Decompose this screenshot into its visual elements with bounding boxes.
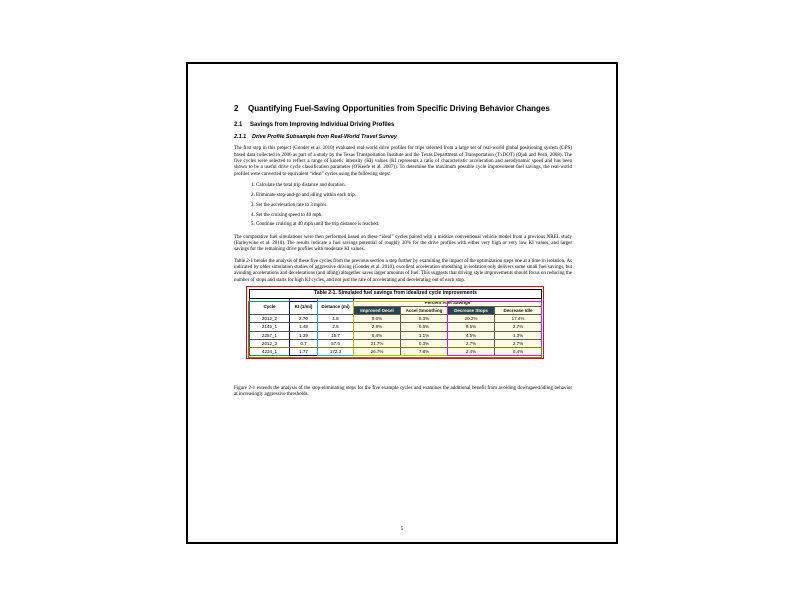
table-cell: 2.7% <box>495 323 542 331</box>
column-header-decrease-idle: Decrease Idle <box>495 307 542 315</box>
table-cell: 4.5% <box>448 331 495 339</box>
page-content <box>234 104 572 404</box>
section-number: 2 <box>234 104 239 113</box>
subsubsection-heading <box>234 134 572 141</box>
body-paragraph-3: Table 2-1 breaks the analysis of these five cycles from the previous section a step further by examining the impact of the optimization steps one at a time in isolation. As indicated by older simulation studies of aggressive driving (Gonder et al. 2010), excellent acceleration smoothing in isolation only delivers some small fuel savings, but avoiding accelerations and decelerations (and idling) altogether saves larger amounts of fuel. This suggests that driving style improvements should focus on reducing the number of stops and starts for high KI cycles, and not just the rate of accelerating and decelerating out of each stop. <box>234 258 572 283</box>
table-cell: 1.3% <box>495 331 542 339</box>
list-item: 2. Eliminate stop-and-go and idling within each trip. <box>256 193 572 199</box>
table-cell: 26.7% <box>354 347 401 355</box>
table-cell: 2.7% <box>448 339 495 347</box>
table-cell: 0.3% <box>401 315 448 323</box>
fuel-savings-table-wrapper <box>249 289 541 356</box>
table-cell: 1.48 <box>290 323 318 331</box>
section-heading <box>234 104 572 114</box>
column-header-decrease-stops: Decrease Stops <box>448 307 495 315</box>
table-cell: 1.8 <box>318 315 354 323</box>
table-cell: 21.7% <box>354 339 401 347</box>
table-cell: 4234_1 <box>250 347 290 355</box>
table-cell: 20.2% <box>448 315 495 323</box>
table-cell: 7.8% <box>401 347 448 355</box>
table-cell: 2012_2 <box>250 315 290 323</box>
table-row <box>250 331 542 339</box>
body-paragraph-2: The comparative fuel simulations were then performed based on these “ideal” cycles paired with a midsize conventional vehicle model from a previous NREL study (Earleywine et al. 2010). The results indicate a fuel savings potential of roughly 30% for the drive profiles with either very high or very low KI values, and larger savings for the remaining drive profiles with moderate KI values. <box>234 234 572 253</box>
table-cell: 15.7 <box>318 331 354 339</box>
table-row <box>250 347 542 355</box>
table-cell: 1.77 <box>290 347 318 355</box>
table-cell: 57.6 <box>318 339 354 347</box>
list-item: 1. Calculate the total trip distance and duration. <box>256 183 572 189</box>
table-cell: 2.7% <box>495 339 542 347</box>
idealization-steps-list <box>234 183 572 229</box>
list-item: 5. Continue cruising at 40 mph until the trip distance is reached. <box>256 222 572 228</box>
table-cell: 0.3% <box>401 339 448 347</box>
list-item: 3. Set the acceleration rate to 3 mph/s. <box>256 203 572 209</box>
table-cell: 17.4% <box>495 315 542 323</box>
table-caption: Table 2-1. Simulated fuel savings from idealized cycle improvements <box>250 290 542 299</box>
table-header-row-group <box>250 298 542 306</box>
column-header-group-savings: Percent Fuel Savings <box>354 298 542 306</box>
subsubsection-number: 2.1.1 <box>234 134 247 141</box>
body-paragraph-4: Figure 2-1 extends the analysis of the stop-eliminating steps for the five example cycles and examines the additional benefit from avoiding downspeed/idling behavior at increasingly aggressive thresholds. <box>234 386 572 398</box>
section-title: Quantifying Fuel-Saving Opportunities from Specific Driving Behavior Changes <box>248 104 550 113</box>
table-cell: 2012_3 <box>250 339 290 347</box>
table-row <box>250 315 542 323</box>
table-cell: 2.6 <box>318 323 354 331</box>
table-cell: 172.3 <box>318 347 354 355</box>
subsection-number: 2.1 <box>234 122 243 129</box>
table-cell: 6.4% <box>354 331 401 339</box>
table-cell: 0.4% <box>495 347 542 355</box>
subsection-title: Savings from Improving Individual Driving Profiles <box>250 122 395 129</box>
fuel-savings-table <box>249 289 542 356</box>
table-cell: 9.5% <box>448 323 495 331</box>
table-cell: 0.5% <box>401 323 448 331</box>
list-item: 4. Set the cruising speed to 40 mph. <box>256 213 572 219</box>
table-cell: 2257_1 <box>250 331 290 339</box>
table-cell: 2.4% <box>448 347 495 355</box>
table-cell: 1.39 <box>290 331 318 339</box>
body-paragraph-1: The first step in this project (Gonder et al. 2010) evaluated real-world drive profiles for trips selected from a large set of real-world global positioning system (GPS) based data collected in 2006 as part of a study by the Texas Transportation Institute and the Texas Department of Transportation (TxDOT) (Ojah and Pesti, 2008). The five cycles were selected to reflect a range of kinetic intensity (KI) values (KI represents a ratio of characteristic acceleration and aerodynamic speed and has been shown to be a useful drive cycle classification parameter (O'Keefe et al. 2007)). To determine the maximum possible cycle improvement fuel savings, the real-world profiles were converted to equivalent “ideal” cycles using the following steps: <box>234 146 572 177</box>
table-cell: 1.1% <box>401 331 448 339</box>
column-header-ki: KI (1/mi) <box>290 298 318 314</box>
table-cell: 2145_1 <box>250 323 290 331</box>
table-cell: 9.0% <box>354 315 401 323</box>
column-header-accel-smoothing: Accel Smoothing <box>401 307 448 315</box>
table-cell: 2.9% <box>354 323 401 331</box>
subsubsection-title: Drive Profile Subsample from Real-World Travel Survey <box>252 134 397 141</box>
table-caption-row <box>250 290 542 299</box>
column-header-improved-decel: Improved Decel <box>354 307 401 315</box>
document-page <box>186 62 618 544</box>
page-number: 5 <box>400 527 404 532</box>
column-header-cycle: Cycle <box>250 298 290 314</box>
table-cell: 2.70 <box>290 315 318 323</box>
table-row <box>250 323 542 331</box>
subsection-heading <box>234 122 572 130</box>
table-cell: 0.7 <box>290 339 318 347</box>
column-header-distance: Distance (mi) <box>318 298 354 314</box>
table-row <box>250 339 542 347</box>
